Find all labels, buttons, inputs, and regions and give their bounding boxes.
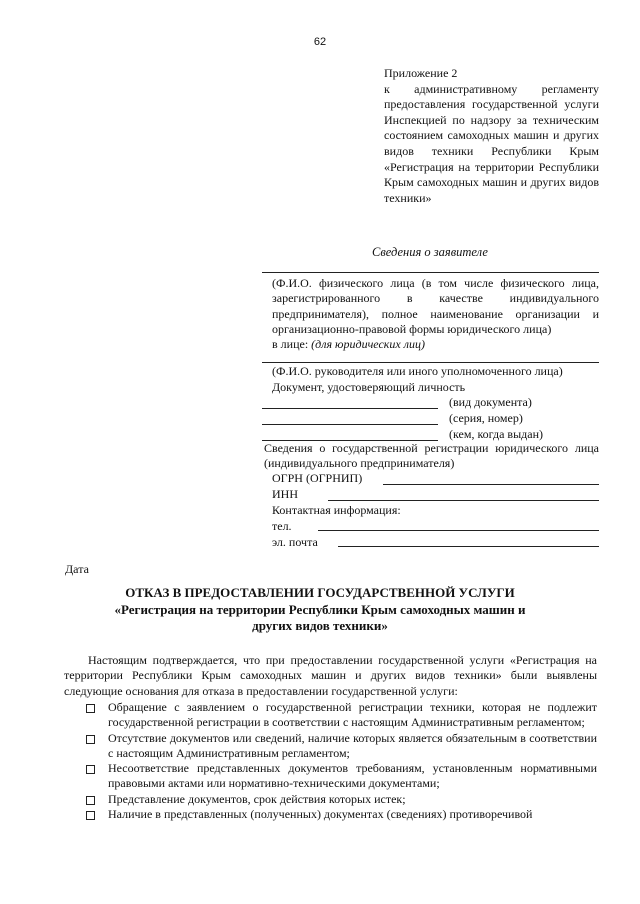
email-field[interactable]: [338, 546, 599, 547]
contact-info-label: Контактная информация:: [272, 503, 401, 517]
document-title-line-2: «Регистрация на территории Республики Крым самоходных машин и: [114, 601, 526, 617]
list-item: Несоответствие представленных документов требованиям, установленным нормативными правовыми актами или нормативно-техническими документами;: [84, 761, 597, 792]
applicant-heading: Сведения о заявителе: [372, 245, 488, 259]
inn-label: ИНН: [272, 487, 298, 501]
checkbox[interactable]: [86, 765, 95, 774]
refusal-reasons-list: [84, 700, 597, 822]
id-document-label: Документ, удостоверяющий личность: [272, 380, 466, 394]
id-doc-issued-caption: (кем, когда выдан): [449, 427, 544, 441]
legal-entity-note: (для юридических лиц): [311, 337, 425, 352]
applicant-name-caption: (Ф.И.О. физического лица (в том числе физического лица, зарегистрированного в качестве индивидуального предпринимателя), полное наименование организации и организационно-правовой формы юридического лица) в лице: (для юридических лиц): [272, 276, 599, 352]
representative-caption: (Ф.И.О. руководителя или иного уполномоченного лица): [272, 364, 563, 378]
phone-field[interactable]: [318, 530, 599, 531]
checkbox[interactable]: [86, 735, 95, 744]
ogrn-field[interactable]: [383, 484, 599, 485]
checkbox[interactable]: [86, 704, 95, 713]
list-item: Обращение с заявлением о государственной регистрации техники, которая не подлежит государственной регистрации в соответствии с настоящим Административным регламентом;: [84, 700, 597, 731]
registration-info: Сведения о государственной регистрации юридического лица (индивидуального предпринимателя): [264, 441, 599, 471]
document-title-line-1: ОТКАЗ В ПРЕДОСТАВЛЕНИИ ГОСУДАРСТВЕННОЙ УСЛУГИ: [125, 585, 515, 600]
intro-paragraph: Настоящим подтверждается, что при предоставлении государственной услуги «Регистрация на территории Республики Крым самоходных машин и других видов техники» были выявлены следующие основания для отказа в предоставлении государственной услуги:: [64, 653, 597, 698]
list-item: Отсутствие документов или сведений, наличие которых является обязательным в соответствии с настоящим Административным регламентом;: [84, 731, 597, 762]
checkbox[interactable]: [86, 811, 95, 820]
id-doc-series-caption: (серия, номер): [449, 411, 523, 425]
appendix-header: [384, 66, 599, 206]
email-label: эл. почта: [272, 535, 318, 549]
page-number: 62: [313, 36, 327, 48]
inn-field[interactable]: [328, 500, 599, 501]
appendix-reference: к административному регламенту предоставления государственной услуги Инспекцией по надзору за техническим состоянием самоходных машин и других видов техники Республики Крым «Регистрация на территории Республики Крым самоходных машин и других видов техники»: [384, 81, 599, 205]
appendix-title: Приложение 2: [384, 66, 458, 80]
list-item: Представление документов, срок действия которых истек;: [84, 792, 597, 807]
document-title: [0, 585, 640, 635]
id-doc-series-line[interactable]: [262, 424, 438, 425]
date-label: Дата: [65, 562, 89, 576]
list-item: Наличие в представленных (полученных) документах (сведениях) противоречивой: [84, 807, 597, 822]
applicant-name-line[interactable]: [262, 272, 599, 273]
representative-name-line[interactable]: [262, 362, 599, 363]
document-title-line-3: других видов техники»: [252, 618, 388, 633]
checkbox[interactable]: [86, 796, 95, 805]
ogrn-label: ОГРН (ОГРНИП): [272, 471, 363, 485]
id-doc-type-caption: (вид документа): [449, 395, 532, 409]
id-doc-type-line[interactable]: [262, 408, 438, 409]
phone-label: тел.: [272, 519, 292, 533]
